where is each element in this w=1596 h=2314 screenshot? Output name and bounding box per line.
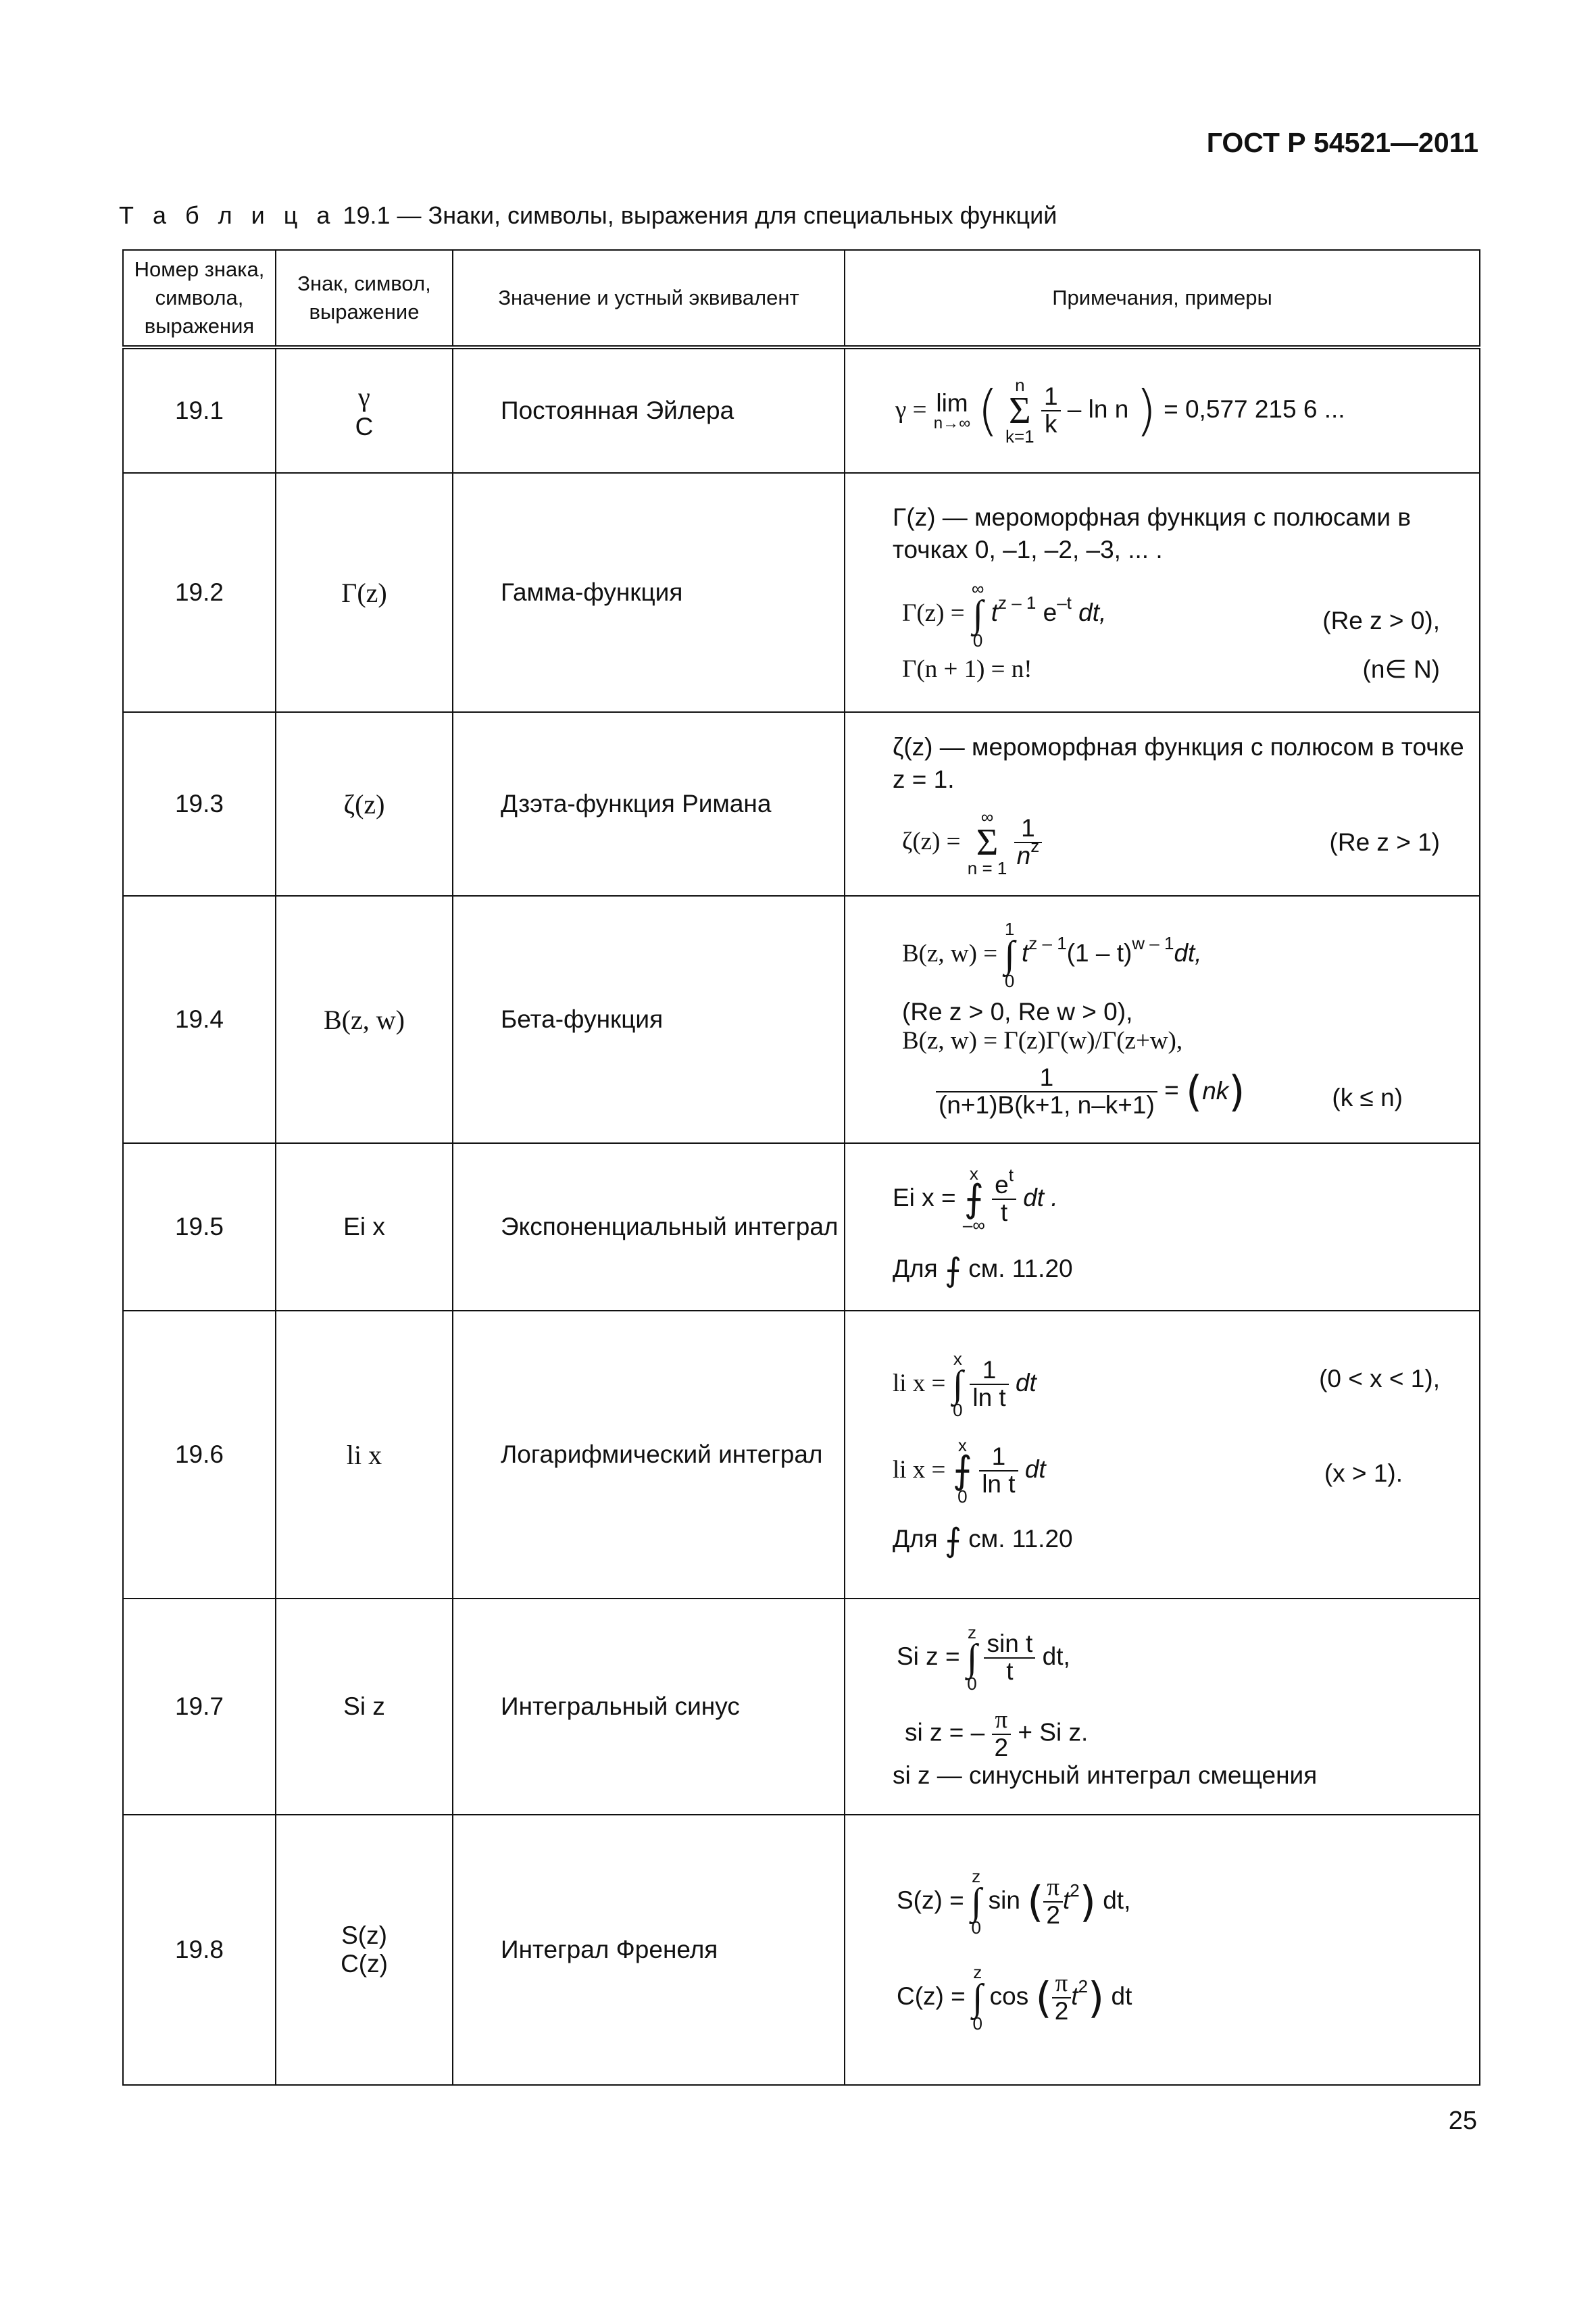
standard-number: ГОСТ Р 54521—2011 [1206,127,1478,158]
row-number: 19.8 [123,1815,276,2085]
row-note [845,712,1480,896]
row-meaning: Интегральный синус [453,1599,845,1815]
col-header-meaning: Значение и устный эквивалент [453,250,845,347]
col-header-notes: Примечания, примеры [845,250,1480,347]
si-shift-formula: si z = – $\frac{\pi}{2}$ + Si z. [905,1706,1089,1762]
row-meaning: Бета-функция [453,896,845,1143]
ei-reference: Для ⨍ см. 11.20 [893,1253,1073,1289]
table-header-row [123,250,1480,347]
row-meaning: Постоянная Эйлера [453,347,845,473]
li-formula-1: li x = x ∫ 0 $\frac{1}{\text{ln t}}$ dt (0 < x < 1), [893,1348,1440,1420]
row-note [845,473,1480,712]
row-note [845,1599,1480,1815]
page-number: 25 [1448,2107,1477,2135]
row-meaning: Логарифмический интеграл [453,1311,845,1599]
row-meaning: Интеграл Френеля [453,1815,845,2085]
table-row [123,896,1480,1143]
beta-binomial: $\frac{1}{(n+1)B(k+1, n-k+1)}$ = (nk) (k ≤ n) [855,1065,1467,1119]
row-symbol: Si z [276,1599,453,1815]
symbol-s: S(z) [341,1921,387,1949]
row-number: 19.6 [123,1311,276,1599]
row-symbol: B(z, w) [276,896,453,1143]
note-text: ζ(z) — мероморфная функция с полюсом в точке z = 1. [893,732,1464,793]
row-number: 19.5 [123,1143,276,1311]
row-note [845,1311,1480,1599]
row-note [845,347,1480,473]
fresnel-c-formula: C(z) = z ∫ 0 cos ( $\frac{\pi}{2}$ $t^2$) dt [897,1962,1132,2034]
table-row [123,1599,1480,1815]
row-number: 19.3 [123,712,276,896]
caption-text: 19.1 — Знаки, символы, выражения для специальных функций [343,201,1057,229]
col-header-symbol: Знак, символ, выражение [276,250,453,347]
ei-formula: Ei x = x ⨍ –∞ $\frac{e^t}{t}$ dt . [893,1163,1058,1236]
row-symbol: ζ(z) [276,712,453,896]
row-number: 19.4 [123,896,276,1143]
table-row [123,347,1480,473]
row-symbol [276,1815,453,2085]
beta-formula: B(z, w) = 1 ∫ 0 $t^{z - 1}(1 - t)^{w - 1}dt$, [902,919,1202,991]
fresnel-s-formula: S(z) = z ∫ 0 sin ( $\frac{\pi}{2}$ $t^2$) dt, [897,1865,1131,1938]
gamma-factorial: Γ(n + 1) = n! (n∈ N) [902,655,1440,683]
row-meaning: Экспоненциальный интеграл [453,1143,845,1311]
table-row [123,1815,1480,2085]
beta-gamma-relation: B(z, w) = Γ(z)Γ(w)/Γ(z+w), [902,1026,1183,1055]
beta-condition: (Re z > 0, Re w > 0), [902,997,1133,1026]
symbol-gamma: γ [358,381,370,412]
col-header-number: Номер знака, символа, выражения [123,250,276,347]
li-formula-2: li x = x ⨍ 0 $\frac{1}{\text{ln t}}$ dt (x > 1). [893,1435,1403,1507]
note-text: Γ(z) — мероморфная функция с полюсами в точках 0, –1, –2, –3, ... . [893,503,1411,564]
row-note [845,1815,1480,2085]
si-formula: Si z = z ∫ 0 $\frac{\text{sin t}}{t}$ dt, [897,1621,1070,1694]
row-symbol: Ei x [276,1143,453,1311]
gamma-formula: Γ(z) = ∞ ∫ 0 $t^{z - 1}$ $e^{-t}$ dt, (Re z > 0), [902,578,1440,651]
table-row [123,712,1480,896]
row-note [845,1143,1480,1311]
table-row [123,1143,1480,1311]
row-meaning: Гамма-функция [453,473,845,712]
row-symbol: Γ(z) [276,473,453,712]
row-number: 19.2 [123,473,276,712]
row-note [845,896,1480,1143]
table-row [123,473,1480,712]
row-meaning: Дзэта-функция Римана [453,712,845,896]
euler-formula: γ = lim n→∞ ( n Σ k=1 $\frac{1}{k}$ – ln n ) = 0,577 215 6 ... [895,374,1345,447]
caption-prefix: Т а б л и ц а [119,201,336,229]
table-row [123,1311,1480,1599]
special-functions-table [122,249,1480,2086]
li-reference: Для ⨍ см. 11.20 [893,1523,1073,1559]
symbol-c: C(z) [341,1950,388,1978]
row-number: 19.7 [123,1599,276,1815]
zeta-formula: ζ(z) = ∞ Σ n = 1 $\frac{1}{n^z}$ (Re z > 1) [902,806,1440,879]
table-caption [119,201,1057,230]
note-text: si z — синусный интеграл смещения [893,1761,1318,1790]
symbol-c: C [355,412,374,441]
row-symbol [276,347,453,473]
row-number: 19.1 [123,347,276,473]
row-symbol: li x [276,1311,453,1599]
